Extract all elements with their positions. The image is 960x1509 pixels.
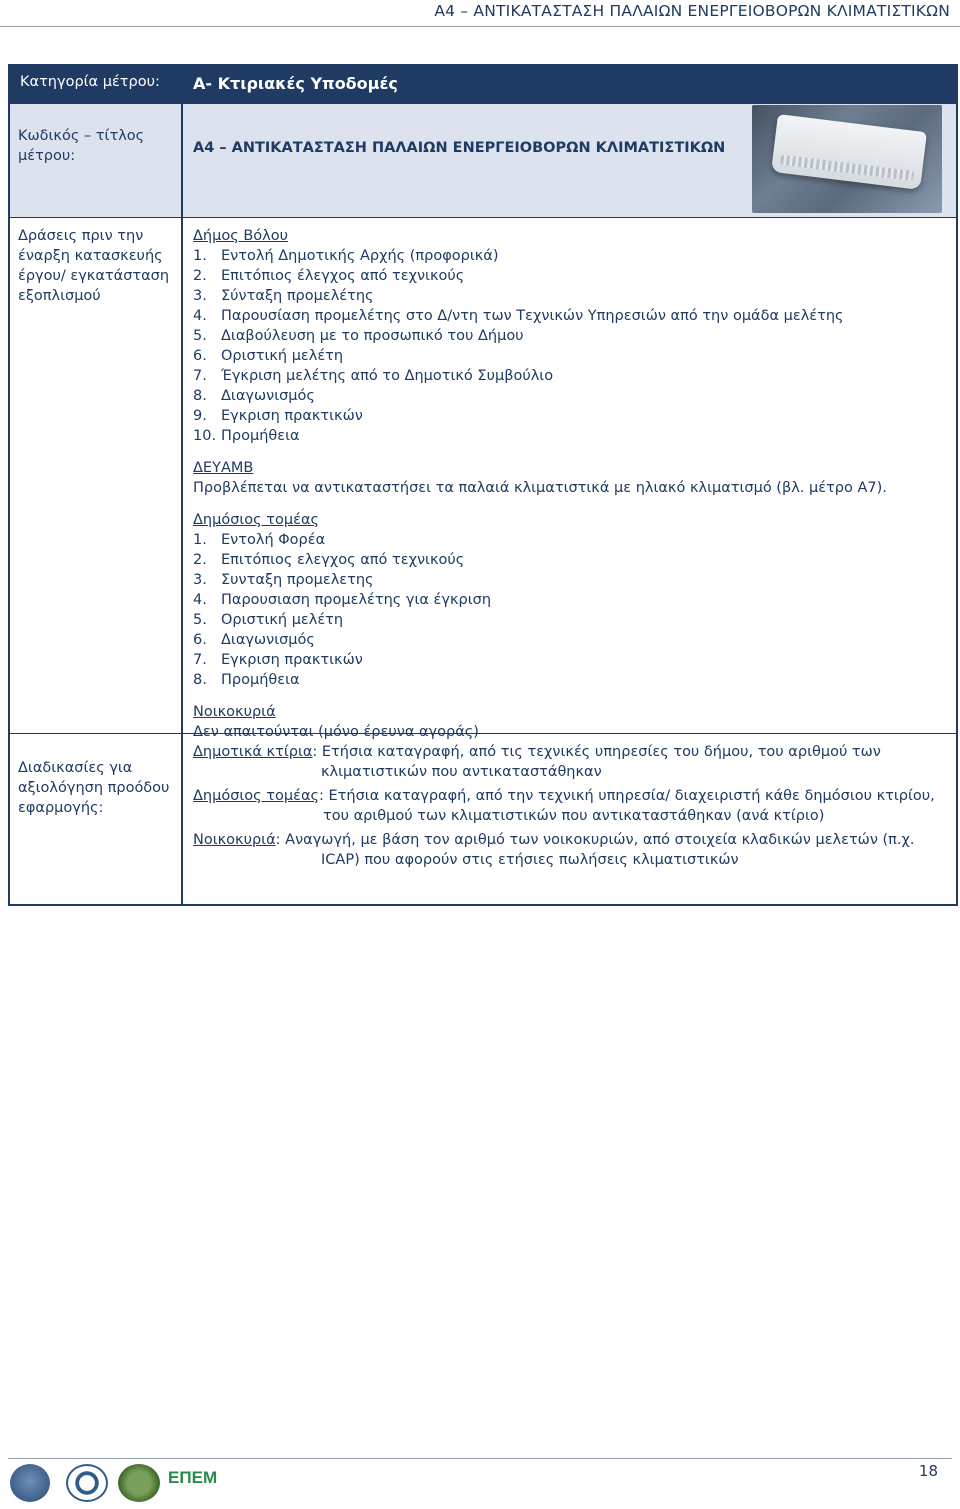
list-item: 5. Διαβούλευση με το προσωπικό του Δήμου: [193, 328, 524, 344]
list-item: 2. Επιτόπιος ελεγχος από τεχνικούς: [193, 552, 465, 568]
list-item: 2. Επιτόπιος έλεγχος από τεχνικούς: [193, 268, 465, 284]
monitoring-label: Διαδικασίες για αξιολόγηση προόδου εφαρμογής:: [18, 760, 170, 816]
list-item: 5. Οριστική μελέτη: [193, 612, 344, 628]
list-item: 4. Παρουσιαση προμελέτης για έγκριση: [193, 592, 492, 608]
row-monitoring: [10, 734, 956, 904]
households-heading: Νοικοκυριά: [193, 704, 276, 720]
row-category: [10, 66, 956, 104]
actions-label: Δράσεις πριν την έναρξη κατασκευής έργου/ εγκατάσταση εξοπλισμού: [10, 218, 183, 733]
category-value: Α- Κτιριακές Υποδομές: [183, 66, 956, 103]
list-item: 8. Διαγωνισμός: [193, 388, 315, 404]
households-text: Δεν απαιτούνται (μόνο έρευνα αγοράς): [193, 724, 479, 740]
category-label: Κατηγορία μέτρου:: [10, 66, 183, 103]
organization-logo: [118, 1464, 160, 1502]
list-item: 6. Οριστική μελέτη: [193, 348, 344, 364]
monitoring-entry-municipal: Δημοτικά κτίρια: Ετήσια καταγραφή, από τις τεχνικές υπηρεσίες του δήμου, του αριθμού των κλιματιστικών που αντικαταστάθηκαν: [193, 744, 881, 780]
list-item: 8. Προμήθεια: [193, 672, 300, 688]
volos-steps-list: [193, 246, 946, 446]
actions-content: [183, 218, 956, 740]
page-header: [0, 0, 960, 27]
row-actions: [10, 218, 956, 740]
code-title-label: Κωδικός – τίτλος μέτρου:: [10, 104, 183, 217]
public-sector-heading: Δημόσιος τομέας: [193, 512, 320, 528]
list-item: 6. Διαγωνισμός: [193, 632, 315, 648]
deyamv-logo: [66, 1464, 108, 1502]
list-item: 7. Εγκριση πρακτικών: [193, 652, 363, 668]
air-conditioner-photo: [752, 105, 942, 213]
monitoring-entry-households: Νοικοκυριά: Αναγωγή, με βάση τον αριθμό των νοικοκυριών, από στοιχεία κλαδικών μελετών (π.χ. ICAP) που αφορούν στις ετήσιες πωλήσεις κλιματιστικών: [193, 832, 915, 868]
header-title: Α4 – ΑΝΤΙΚΑΤΑΣΤΑΣΗ ΠΑΛΑΙΩΝ ΕΝΕΡΓΕΙΟΒΟΡΩΝ ΚΛΙΜΑΤΙΣΤΙΚΩΝ: [434, 2, 950, 20]
list-item: 9. Εγκριση πρακτικών: [193, 408, 363, 424]
list-item: 7. Έγκριση μελέτης από το Δημοτικό Συμβούλιο: [193, 368, 554, 384]
code-title-value: Α4 – ΑΝΤΙΚΑΤΑΣΤΑΣΗ ΠΑΛΑΙΩΝ ΕΝΕΡΓΕΙΟΒΟΡΩΝ ΚΛΙΜΑΤΙΣΤΙΚΩΝ: [193, 140, 726, 156]
volos-heading: Δήμος Βόλου: [193, 228, 288, 244]
monitoring-content: [183, 734, 956, 904]
public-steps-list: [193, 530, 946, 690]
list-item: 1. Εντολή Φορέα: [193, 532, 326, 548]
deyamv-heading: ΔΕΥΑΜΒ: [193, 460, 254, 476]
deyamv-text: Προβλέπεται να αντικαταστήσει τα παλαιά κλιματιστικά με ηλιακό κλιματισμό (βλ. μέτρο Α7).: [193, 480, 887, 496]
monitoring-entry-public: Δημόσιος τομέας: Ετήσια καταγραφή, από την τεχνική υπηρεσία/ διαχειριστή κάθε δημόσιου κτιρίου, του αριθμού των κλιματιστικών που αντικαταστάθηκαν (ανά κτίριο): [193, 788, 935, 824]
page-number: 18: [918, 1462, 938, 1480]
list-item: 1. Εντολή Δημοτικής Αρχής (προφορικά): [193, 248, 499, 264]
list-item: 4. Παρουσίαση προμελέτης στο Δ/ντη των Τεχνικών Υπηρεσιών από την ομάδα μελέτης: [193, 308, 844, 324]
list-item: 10. Προμήθεια: [193, 428, 300, 444]
municipality-logo: [10, 1464, 50, 1502]
list-item: 3. Συνταξη προμελετης: [193, 572, 374, 588]
list-item: 3. Σύνταξη προμελέτης: [193, 288, 374, 304]
page-footer: [0, 1458, 960, 1509]
epem-logo: ΕΠΕΜ: [168, 1468, 218, 1487]
